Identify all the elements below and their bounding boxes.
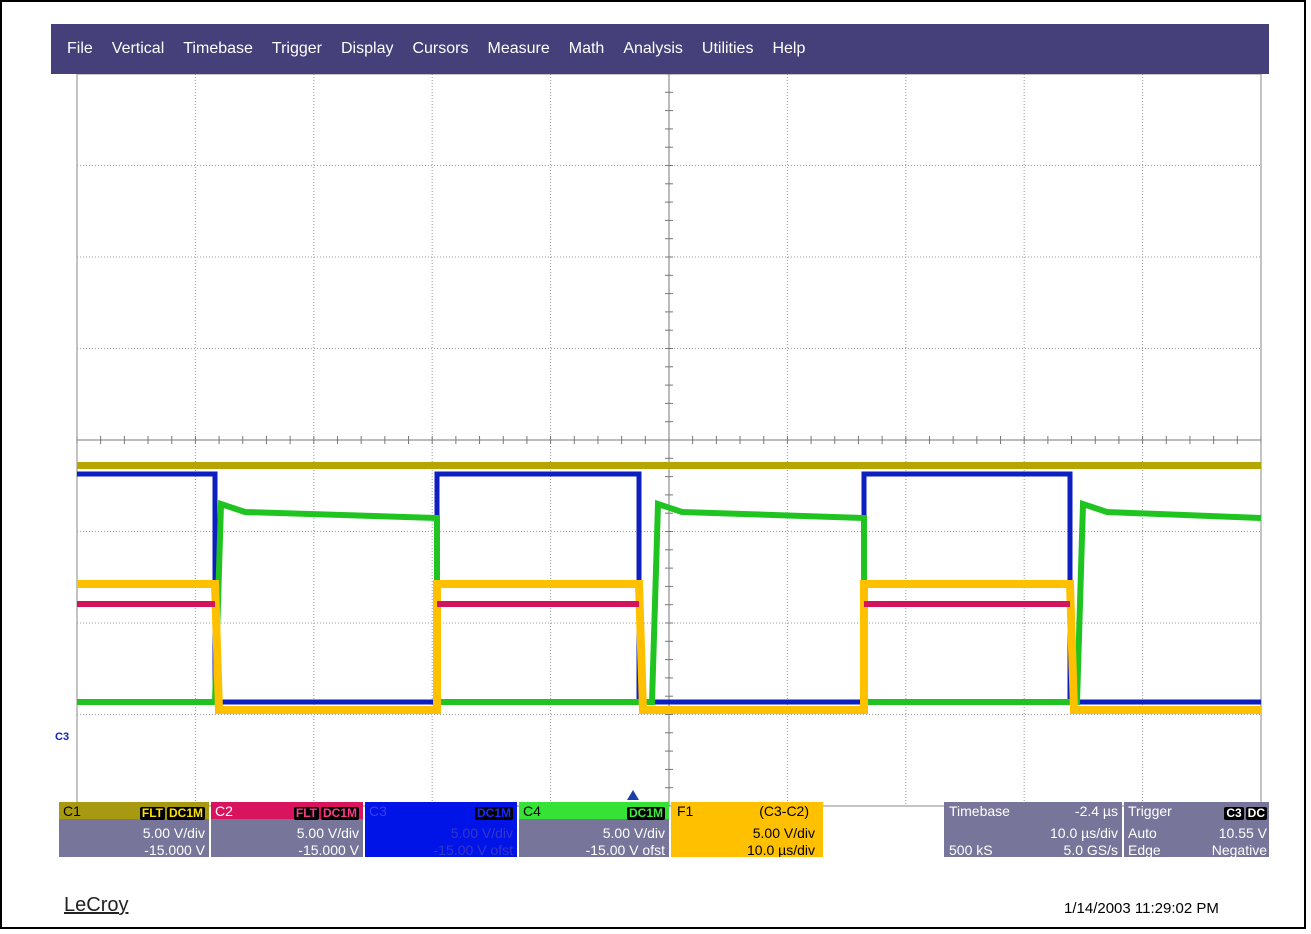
c2-offset: -15.000 V xyxy=(298,842,359,857)
menu-trigger[interactable]: Trigger xyxy=(271,40,322,57)
menu-analysis[interactable]: Analysis xyxy=(623,40,683,57)
trigger-coupling-tag: DC xyxy=(1247,806,1265,820)
trigger-source-tag: C3 xyxy=(1226,806,1242,820)
trigger-mode: Auto xyxy=(1128,825,1157,841)
channel-c1-panel[interactable] xyxy=(59,802,209,857)
c2-coupling-tag: DC1M xyxy=(322,806,357,820)
channel-c3-panel[interactable] xyxy=(365,802,517,857)
menu-measure[interactable]: Measure xyxy=(487,40,550,57)
f1-timebase: 10.0 µs/div xyxy=(747,842,815,857)
c4-label: C4 xyxy=(523,803,541,819)
channel-c2-panel[interactable] xyxy=(211,802,363,857)
c3-label: C3 xyxy=(369,803,387,819)
c4-scale: 5.00 V/div xyxy=(602,825,665,841)
f1-scale: 5.00 V/div xyxy=(752,825,815,841)
menu-utilities[interactable]: Utilities xyxy=(701,40,754,57)
c2-filter-tag: FLT xyxy=(295,806,317,820)
timebase-delay: -2.4 µs xyxy=(1074,803,1118,819)
trigger-panel[interactable] xyxy=(1124,802,1269,857)
c1-scale: 5.00 V/div xyxy=(142,825,205,841)
c2-trace-segment xyxy=(864,601,1070,607)
c3-offset: -15.00 V ofst xyxy=(433,842,513,857)
c1-filter-tag: FLT xyxy=(141,806,163,820)
menu-vertical[interactable]: Vertical xyxy=(111,40,165,57)
f1-label: F1 xyxy=(677,803,694,819)
menu-bar xyxy=(51,24,1269,74)
timebase-div: 10.0 µs/div xyxy=(1050,825,1118,841)
trigger-level: 10.55 V xyxy=(1218,825,1267,841)
menu-file[interactable]: File xyxy=(67,40,93,57)
waveform-grid[interactable] xyxy=(51,74,1269,846)
c2-trace-segment xyxy=(437,601,639,607)
c3-scale: 5.00 V/div xyxy=(450,825,513,841)
c1-offset: -15.000 V xyxy=(144,842,205,857)
menu-display[interactable]: Display xyxy=(341,40,394,57)
c1-label: C1 xyxy=(63,803,81,819)
c3-coupling-tag: DC1M xyxy=(476,806,511,820)
c1-trace xyxy=(77,462,1261,469)
timebase-rate: 5.0 GS/s xyxy=(1063,842,1118,857)
c3-ground-marker: C3 xyxy=(55,731,70,743)
c1-coupling-tag: DC1M xyxy=(168,806,203,820)
trigger-position-icon xyxy=(627,790,639,800)
menu-cursors[interactable]: Cursors xyxy=(412,40,469,57)
timebase-panel[interactable] xyxy=(944,802,1122,857)
c4-offset: -15.00 V ofst xyxy=(585,842,665,857)
timebase-label: Timebase xyxy=(949,803,1010,819)
math-f1-panel[interactable] xyxy=(671,802,823,857)
menu-help[interactable]: Help xyxy=(772,40,806,57)
scope-screen xyxy=(51,24,1269,909)
channel-c4-panel[interactable] xyxy=(519,802,669,857)
timebase-samples: 500 kS xyxy=(949,842,993,857)
lecroy-logo: LeCroy xyxy=(64,894,129,916)
c2-trace-segment xyxy=(77,601,215,607)
timestamp: 1/14/2003 11:29:02 PM xyxy=(1064,900,1219,917)
f1-expression: (C3-C2) xyxy=(759,803,809,819)
c2-scale: 5.00 V/div xyxy=(296,825,359,841)
c4-coupling-tag: DC1M xyxy=(628,806,663,820)
c2-label: C2 xyxy=(215,803,233,819)
graticule xyxy=(77,74,1261,806)
trigger-type: Edge xyxy=(1128,842,1161,857)
menu-math[interactable]: Math xyxy=(568,40,605,57)
menu-timebase[interactable]: Timebase xyxy=(183,40,253,57)
trigger-label: Trigger xyxy=(1128,803,1172,819)
trigger-slope: Negative xyxy=(1211,842,1267,857)
